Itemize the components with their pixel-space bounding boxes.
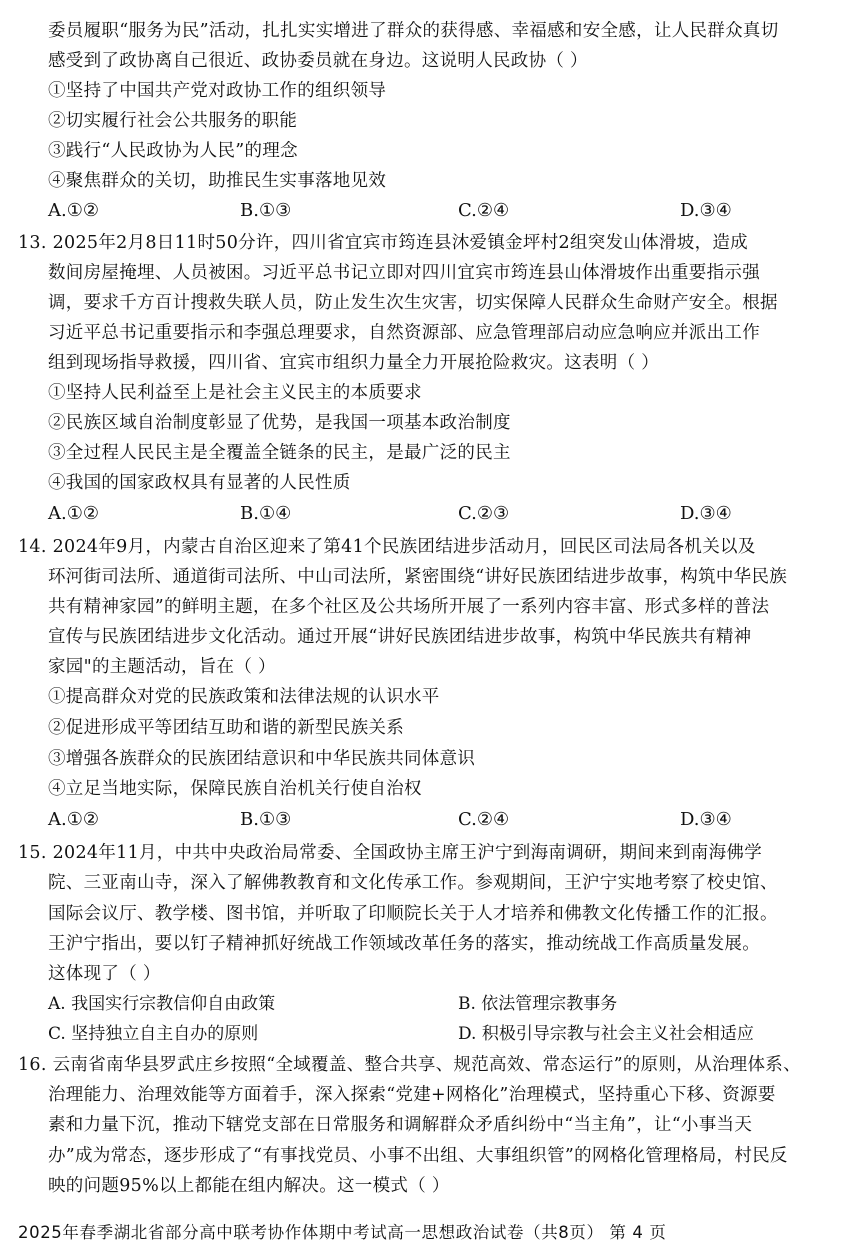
q12-option-b: B.①③ [240,200,292,221]
q13-option-c: C.②③ [458,503,510,524]
q15-choice-b: B. 依法管理宗教事务 [458,994,618,1014]
q15-choice-a: A. 我国实行宗教信仰自由政策 [48,994,276,1014]
q12-stem-line: 感受到了政协离自己很近、政协委员就在身边。这说明人民政协（ ） [48,51,588,71]
q13-statement-4: ④我国的国家政权具有显著的人民性质 [48,473,351,493]
q13-statement-3: ③全过程人民民主是全覆盖全链条的民主，是最广泛的民主 [48,443,511,463]
q14-stem-line: 共有精神家园”的鲜明主题，在多个社区及公共场所开展了一系列内容丰富、形式多样的普法 [48,597,770,617]
q14-option-a: A.①② [48,809,99,830]
q13-stem-line: 组到现场指导救援，四川省、宜宾市组织力量全力开展抢险救灾。这表明（ ） [48,353,660,373]
q15-choice-c: C. 坚持独立自主自办的原则 [48,1024,259,1044]
q15-stem-line: 王沪宁指出，要以钉子精神抓好统战工作领域改革任务的落实，推动统战工作高质量发展。 [48,934,760,954]
q14-statement-2: ②促进形成平等团结互助和谐的新型民族关系 [48,718,404,738]
q13-statement-1: ①坚持人民利益至上是社会主义民主的本质要求 [48,383,422,403]
q12-statement-4: ④聚焦群众的关切，助推民生实事落地见效 [48,171,387,191]
q14-statement-1: ①提高群众对党的民族政策和法律法规的认识水平 [48,687,440,707]
q14-option-b: B.①③ [240,809,292,830]
q12-option-c: C.②④ [458,200,510,221]
q16-stem-line: 办”成为常态，逐步形成了“有事找党员、小事不出组、大事组织管”的网格化管理格局，村民反 [48,1146,788,1166]
q14-stem-line: 14. 2024年9月，内蒙古自治区迎来了第41个民族团结进步活动月，回民区司法局各机关以及 [18,537,756,557]
q12-option-a: A.①② [48,200,99,221]
q13-stem-line: 调，要求千方百计搜救失联人员，防止发生次生灾害，切实保障人民群众生命财产安全。根据 [48,293,778,313]
q13-stem-line: 数间房屋掩埋、人员被困。习近平总书记立即对四川宜宾市筠连县山体滑坡作出重要指示强 [48,263,760,283]
q14-statement-3: ③增强各族群众的民族团结意识和中华民族共同体意识 [48,749,476,769]
q12-statement-2: ②切实履行社会公共服务的职能 [48,111,298,131]
q16-stem-line: 16. 云南省南华县罗武庄乡按照“全域覆盖、整合共享、规范高效、常态运行”的原则，从治理体系、 [18,1055,801,1075]
q14-stem-line: 环河街司法所、通道街司法所、中山司法所，紧密围绕“讲好民族团结进步故事，构筑中华民族 [48,567,788,587]
q12-option-d: D.③④ [680,200,732,221]
q15-stem-line: 15. 2024年11月，中共中央政治局常委、全国政协主席王沪宁到海南调研，期间来到南海佛学 [18,843,762,863]
q14-stem-line: 宣传与民族团结进步文化活动。通过开展“讲好民族团结进步故事，构筑中华民族共有精神 [48,627,752,647]
q14-option-c: C.②④ [458,809,510,830]
q13-option-a: A.①② [48,503,99,524]
q14-stem-line: 家园"的主题活动，旨在（ ） [48,657,276,677]
q15-choice-d: D. 积极引导宗教与社会主义社会相适应 [458,1024,754,1044]
q13-option-b: B.①④ [240,503,292,524]
q14-statement-4: ④立足当地实际，保障民族自治机关行使自治权 [48,779,422,799]
q14-option-d: D.③④ [680,809,732,830]
q13-statement-2: ②民族区域自治制度彰显了优势，是我国一项基本政治制度 [48,413,511,433]
q13-stem-line: 习近平总书记重要指示和李强总理要求，自然资源部、应急管理部启动应急响应并派出工作 [48,323,760,343]
q15-stem-line: 国际会议厅、教学楼、图书馆，并听取了印顺院长关于人才培养和佛教文化传播工作的汇报。 [48,904,778,924]
q12-stem-line: 委员履职“服务为民”活动，扎扎实实增进了群众的获得感、幸福感和安全感，让人民群众真切 [48,21,779,41]
q12-statement-1: ①坚持了中国共产党对政协工作的组织领导 [48,81,387,101]
q16-stem-line: 映的问题95%以上都能在组内解决。这一模式（ ） [48,1176,450,1196]
page-footer: 2025年春季湖北省部分高中联考协作体期中考试高一思想政治试卷（共8页） 第 4 页 [18,1223,667,1242]
q12-statement-3: ③践行“人民政协为人民”的理念 [48,141,298,161]
q15-stem-line: 院、三亚南山寺，深入了解佛教教育和文化传承工作。参观期间，王沪宁实地考察了校史馆、 [48,873,778,893]
q13-stem-line: 13. 2025年2月8日11时50分许，四川省宜宾市筠连县沐爱镇金坪村2组突发山体滑坡，造成 [18,233,748,253]
q13-option-d: D.③④ [680,503,732,524]
q15-stem-line: 这体现了（ ） [48,964,161,984]
q16-stem-line: 治理能力、治理效能等方面着手，深入探索“党建+网格化”治理模式，坚持重心下移、资源要 [48,1085,776,1105]
q16-stem-line: 素和力量下沉，推动下辖党支部在日常服务和调解群众矛盾纠纷中“当主角”，让“小事当天 [48,1115,753,1135]
